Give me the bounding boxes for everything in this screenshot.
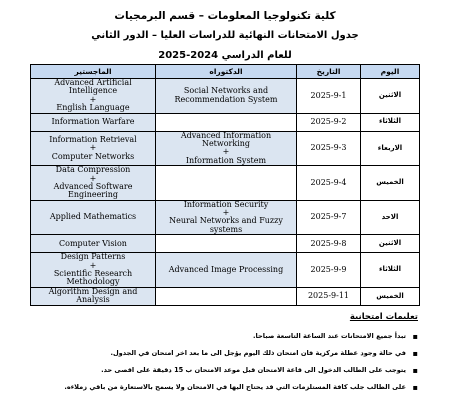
masters-exam-line: Computer Networks bbox=[51, 151, 135, 161]
column-header-masters: الماجستير bbox=[31, 65, 156, 79]
masters-exam-line: + bbox=[89, 143, 97, 153]
phd-exam-line: Recommendation System bbox=[174, 94, 278, 104]
instructions-title: تعليمات امتحانية bbox=[349, 312, 418, 322]
college-department-title: كلية تكنولوجيا المعلومات – قسم البرمجيات bbox=[114, 10, 336, 22]
day-cell: الخميس bbox=[361, 166, 420, 201]
date-cell: 2025-9-11 bbox=[297, 287, 361, 305]
date-cell: 2025-9-7 bbox=[297, 200, 361, 235]
date-cell: 2025-9-4 bbox=[297, 166, 361, 201]
column-header-day: اليوم bbox=[361, 65, 420, 79]
table-row bbox=[31, 113, 420, 131]
masters-exam-line: Design Patterns bbox=[60, 252, 126, 262]
masters-exam-cell bbox=[31, 287, 156, 305]
day-cell: الاحد bbox=[361, 200, 420, 235]
day-cell: الاربعاء bbox=[361, 131, 420, 166]
table-row bbox=[31, 287, 420, 305]
instruction-item: ▪ على الطالب جلب كافة المستلزمات التي قد يحتاج اليها في الامتحان ولا يسمح بالاستعارة من باقي زملاءه. bbox=[18, 379, 418, 396]
day-cell: الثلاثاء bbox=[361, 113, 420, 131]
masters-exam-cell bbox=[31, 113, 156, 131]
day-cell: الخميس bbox=[361, 287, 420, 305]
academic-year: للعام الدراسي 2024-2025 bbox=[158, 50, 292, 61]
phd-exam-line: Information Security bbox=[183, 199, 269, 209]
date-cell: 2025-9-8 bbox=[297, 235, 361, 253]
phd-exam-line: Advanced Information Networking bbox=[180, 130, 272, 148]
masters-exam-line: + bbox=[89, 173, 97, 183]
phd-exam-cell bbox=[156, 131, 297, 166]
instruction-item: ▪ في حالة وجود عطلة مركزية فان امتحان ذلك اليوم يؤجل الى ما بعد اخر امتحان في الجدول. bbox=[18, 345, 418, 362]
phd-exam-line: + bbox=[222, 208, 230, 218]
masters-exam-cell bbox=[31, 253, 156, 288]
table-row bbox=[31, 235, 420, 253]
date-cell: 2025-9-1 bbox=[297, 79, 361, 114]
masters-exam-cell bbox=[31, 166, 156, 201]
phd-exam-cell bbox=[156, 113, 297, 131]
phd-exam-line: Information System bbox=[185, 155, 267, 165]
phd-exam-cell bbox=[156, 200, 297, 235]
phd-exam-line: Advanced Image Processing bbox=[168, 264, 284, 274]
instruction-item: ▪ تبدأ جميع الامتحانات عند الساعة التاسعة صباحا. bbox=[18, 328, 418, 345]
phd-exam-line: + bbox=[222, 147, 230, 157]
table-header-row bbox=[31, 65, 420, 79]
phd-exam-cell bbox=[156, 235, 297, 253]
masters-exam-line: + bbox=[89, 94, 97, 104]
masters-exam-line: Engineering bbox=[68, 190, 118, 200]
column-header-phd: الدكتوراه bbox=[156, 65, 297, 79]
masters-exam-line: Data Compression bbox=[55, 165, 131, 175]
phd-exam-cell bbox=[156, 287, 297, 305]
date-cell: 2025-9-2 bbox=[297, 113, 361, 131]
phd-exam-cell bbox=[156, 166, 297, 201]
masters-exam-line: Advanced Software bbox=[53, 181, 133, 191]
masters-exam-line: English Language bbox=[56, 103, 130, 113]
date-cell: 2025-9-3 bbox=[297, 131, 361, 166]
instructions-list bbox=[18, 328, 418, 396]
table-row bbox=[31, 131, 420, 166]
table-row bbox=[31, 253, 420, 288]
masters-exam-line: Methodology bbox=[66, 277, 120, 287]
column-header-date: التاريخ bbox=[297, 65, 361, 79]
masters-exam-line: Computer Vision bbox=[59, 238, 127, 248]
masters-exam-line: Analysis bbox=[76, 295, 110, 305]
masters-exam-line: Advanced Artificial bbox=[54, 78, 132, 87]
day-cell: الثلاثاء bbox=[361, 253, 420, 288]
masters-exam-cell bbox=[31, 200, 156, 235]
date-cell: 2025-9-9 bbox=[297, 253, 361, 288]
masters-exam-line: Scientific Research bbox=[53, 269, 133, 279]
masters-exam-cell bbox=[31, 131, 156, 166]
masters-exam-line: Information Retrieval bbox=[49, 134, 137, 144]
masters-exam-line: Information Warfare bbox=[51, 116, 135, 126]
masters-exam-cell bbox=[31, 79, 156, 114]
exam-schedule-table bbox=[30, 64, 420, 306]
table-row bbox=[31, 166, 420, 201]
schedule-title: جدول الامتحانات النهائية للدراسات العليا – الدور الثاني bbox=[91, 30, 359, 41]
masters-exam-line: Algorithm Design and bbox=[48, 286, 138, 296]
masters-exam-line: + bbox=[89, 260, 97, 270]
instruction-item: ▪ يتوجب على الطالب الدخول الى قاعة الامتحان قبل موعد الامتحان ب 15 دقيقة على اقصى حد. bbox=[18, 362, 418, 379]
phd-exam-line: Social Networks and bbox=[183, 86, 269, 96]
masters-exam-line: Intelligence bbox=[68, 86, 118, 96]
day-cell: الاثنين bbox=[361, 235, 420, 253]
table-row bbox=[31, 200, 420, 235]
masters-exam-cell bbox=[31, 235, 156, 253]
phd-exam-cell bbox=[156, 79, 297, 114]
masters-exam-line: Applied Mathematics bbox=[49, 212, 137, 222]
table-row bbox=[31, 79, 420, 114]
day-cell: الاثنين bbox=[361, 79, 420, 114]
phd-exam-line: Neural Networks and Fuzzy systems bbox=[169, 216, 283, 234]
phd-exam-cell bbox=[156, 253, 297, 288]
